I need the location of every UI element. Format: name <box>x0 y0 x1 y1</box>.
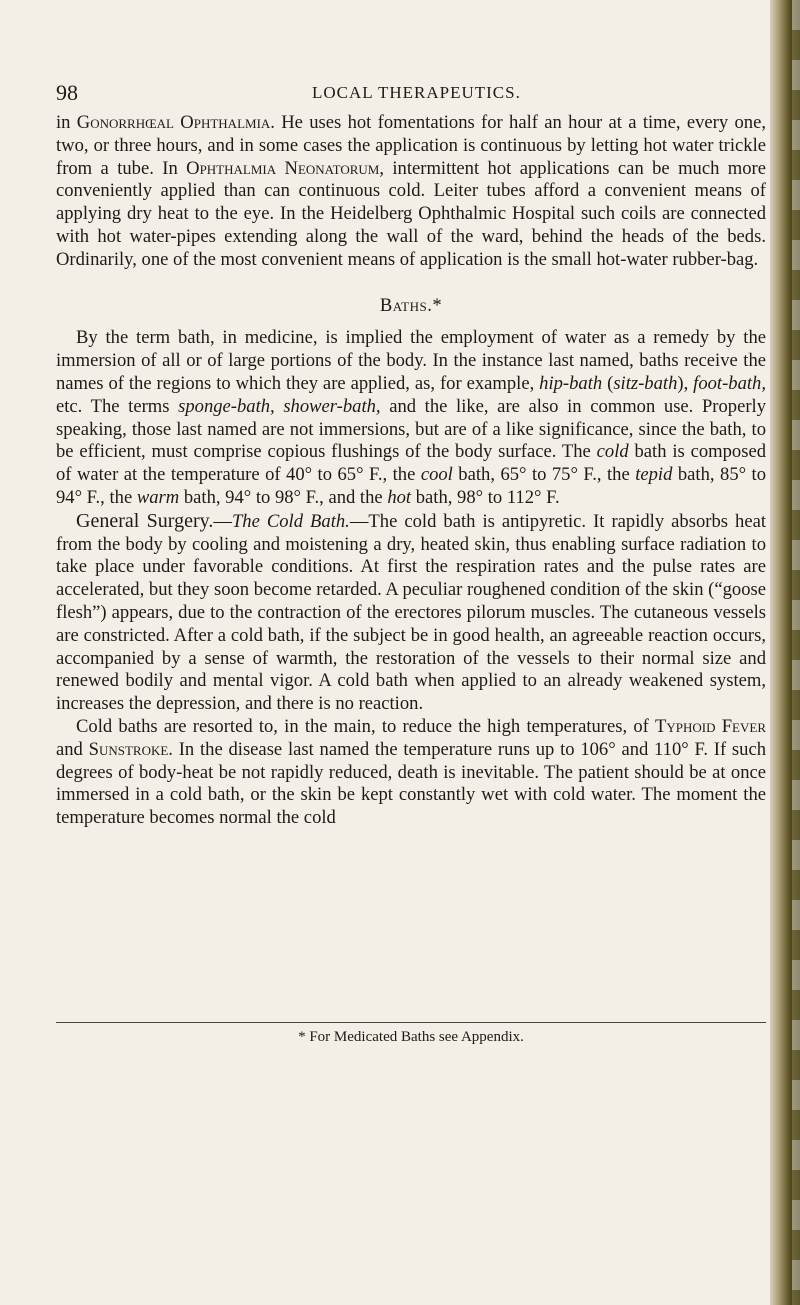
footnote-divider <box>56 1022 766 1023</box>
term-typhoid-fever: Typhoid Fever <box>655 715 766 737</box>
paragraph-ophthalmia: in Gonorrhœal Ophthalmia. He uses hot fomentations for half an hour at a time, every one, two, or three hours, and in some cases the application is continuous by letting hot water trickle from a tube. In Ophthalmia Neonatorum, intermittent hot applications can be much more conveniently applied than can continuous cold. Leiter tubes afford a convenient means of applying dry heat to the eye. In the Heidelberg Ophthalmic Hospital such coils are connected with hot water-pipes extending along the wall of the ward, behind the heads of the beds. Ordinarily, one of the most convenient means of application is the small hot-water rubber-bag. <box>56 112 766 270</box>
book-spine-edge <box>770 0 800 1305</box>
footnote: * For Medicated Baths see Appendix. <box>298 1029 524 1045</box>
page-body <box>56 112 766 830</box>
paragraph-baths-definition: By the term bath, in medicine, is implied the employment of water as a remedy by the immersion of all or of large portions of the body. In the instance last named, baths receive the names of the regions to which they are applied, as, for example, hip-bath (sitz-bath), foot-bath, etc. The terms sponge-bath, shower-bath, and the like, are also in common use. Properly speaking, those last named are not immersions, but are of a like significance, since the bath, to be efficient, must comprise copious flushings of the body surface. The cold bath is composed of water at the temperature of 40° to 65° F., the cool bath, 65° to 75° F., the tepid bath, 85° to 94° F., the warm bath, 94° to 98° F., and the hot bath, 98° to 112° F. <box>56 327 766 508</box>
page-number: 98 <box>56 80 78 105</box>
running-head: LOCAL THERAPEUTICS. <box>312 83 521 102</box>
paragraph-cold-bath: General Surgery.—The Cold Bath.—The cold bath is antipyretic. It rapidly absorbs heat from the body by cooling and moistening a dry, heated skin, thus enabling surface radiation to take place under favorable conditions. At first the respiration rates and the pulse rates are accelerated, but they soon become retarded. A peculiar roughened condition of the skin (“goose flesh”) appears, due to the contraction of the erectores pilorum muscles. The cutaneous vessels are constricted. After a cold bath, if the subject be in good health, an agreeable reaction occurs, accompanied by a sense of warmth, the restoration of the vessels to their normal size and renewed bodily and mental vigor. A cold bath when applied to an already weakened system, increases the depression, and there is no reaction. <box>56 509 766 715</box>
term-ophthalmia-neonatorum: Ophthalmia Neonatorum, <box>186 157 384 179</box>
subheading-cold-bath: The Cold Bath. <box>231 510 350 532</box>
spine-texture <box>792 0 800 1305</box>
paragraph-cold-bath-uses: Cold baths are resorted to, in the main, to reduce the high temperatures, of Typhoid Fever and Sunstroke. In the disease last named the temperature runs up to 106° and 110° F. If such degrees of body-heat be not rapidly reduced, death is inevitable. The patient should be at once immersed in a cold bath, or the skin be kept constantly wet with cold water. The moment the temperature becomes normal the cold <box>56 715 766 829</box>
term-gonorrhoeal-ophthalmia: Gonorrhœal Ophthalmia. <box>76 112 275 133</box>
page-header <box>0 80 780 110</box>
section-heading-baths: Baths.* <box>379 294 443 316</box>
subheading-general-surgery: General Surgery. <box>76 509 214 532</box>
term-sunstroke: Sunstroke. <box>88 738 173 760</box>
